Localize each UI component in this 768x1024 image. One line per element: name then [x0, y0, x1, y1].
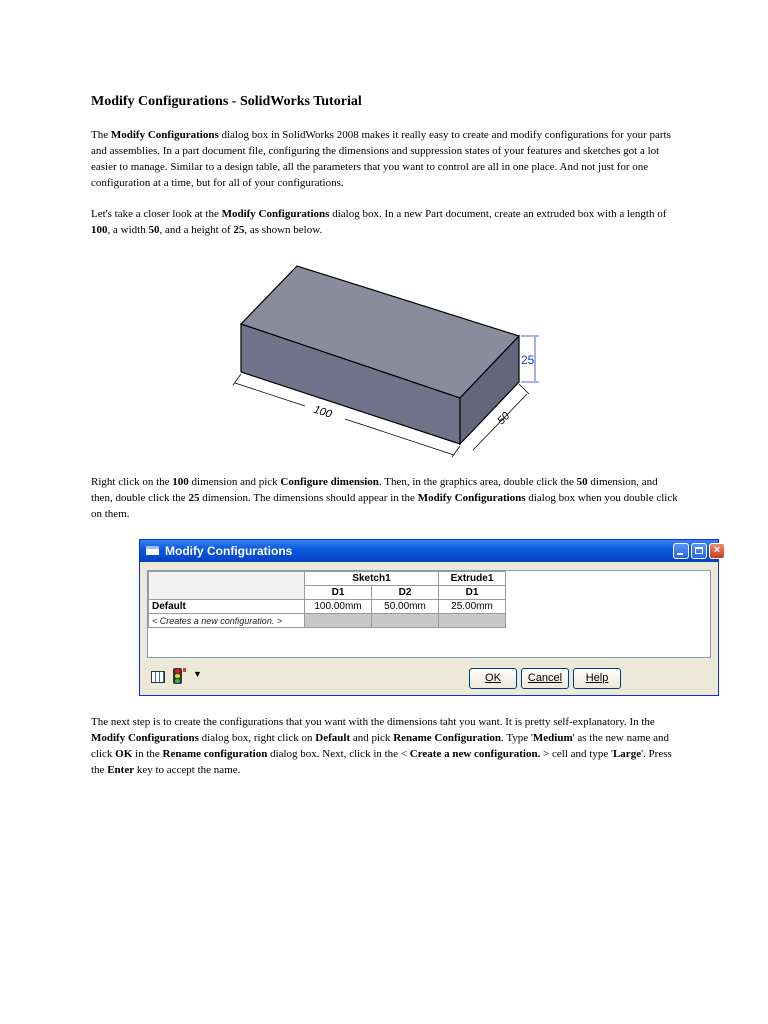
dim-25-label: 25 [521, 353, 535, 367]
dialog-title: Modify Configurations [165, 544, 293, 558]
bold-term: 25 [233, 224, 245, 236]
dim-100-ext2 [452, 446, 460, 457]
bold-term: Modify Configurations [110, 129, 219, 141]
bold-term: 25 [188, 492, 200, 504]
bold-term: 100 [172, 476, 189, 488]
table-view-icon[interactable] [151, 671, 165, 683]
minimize-icon[interactable] [673, 543, 689, 559]
column-header-d1-sketch[interactable]: D1 [305, 586, 372, 600]
cell-d1-extrude[interactable]: 25.00mm [439, 600, 506, 614]
table-corner [149, 572, 305, 600]
bold-term: Large [612, 748, 642, 760]
window-icon [146, 546, 159, 555]
cell-d2-sketch[interactable]: 50.00mm [372, 600, 439, 614]
modify-configurations-dialog [139, 539, 719, 696]
traffic-light-flag-icon [183, 668, 186, 672]
bold-term: Configure dimension [280, 476, 379, 488]
cell-d1-sketch[interactable]: 100.00mm [305, 600, 372, 614]
box-paragraph: Let's take a closer look at the Modify Configurations dialog box. In a new Part document, create an extruded box with a length of 100, a width 50, and a height of 25, as shown below. [91, 208, 667, 236]
table-row [149, 614, 506, 628]
bold-term: 100 [91, 224, 108, 236]
bold-term: Default [315, 732, 351, 744]
configuration-table [148, 571, 506, 628]
dialog-titlebar[interactable] [140, 540, 721, 562]
table-row [149, 600, 506, 614]
column-header-d1-extrude[interactable]: D1 [439, 586, 506, 600]
bold-term: Rename Configuration [393, 732, 502, 744]
bold-term: Modify Configurations [221, 208, 330, 220]
configuration-grid[interactable] [147, 570, 711, 658]
traffic-light-icon[interactable] [173, 668, 182, 684]
bold-term: Modify Configurations [91, 732, 199, 744]
new-cell-3 [439, 614, 506, 628]
ok-button[interactable]: OK [469, 668, 517, 689]
close-icon[interactable]: × [709, 543, 725, 559]
dim-100-label: 100 [312, 403, 334, 421]
intro-paragraph: The Modify Configurations dialog box in SolidWorks 2008 makes it really easy to create and modify configurations for your parts and assemblies. In a part document file, configuring the dimensions and suppression states of your features and sketches got a lot easier to manage. Similar to a design table, all the parameters that you want to control are all in one place. And not just for one configuration at a time, but for all of your configurations. [91, 129, 671, 189]
bold-term: 50 [576, 476, 588, 488]
row-header-default[interactable]: Default [149, 600, 305, 614]
new-cell-2 [372, 614, 439, 628]
dim-50-label: 50 [495, 410, 513, 428]
extruded-box-figure [225, 258, 557, 458]
maximize-icon[interactable] [691, 543, 707, 559]
bold-term: OK [115, 748, 133, 760]
column-header-d2-sketch[interactable]: D2 [372, 586, 439, 600]
page-title: Modify Configurations - SolidWorks Tutorial [91, 94, 362, 109]
cancel-button[interactable]: Cancel [521, 668, 569, 689]
dim-50-ext [519, 384, 529, 394]
next-step-paragraph: The next step is to create the configurations that you want with the dimensions taht you want. It is pretty self-explanatory. In the Modify Configurations dialog box, right click on Default and pick Rename Configuration. Type 'Medium' as the new name and click OK in the Rename configuration dialog box. Next, click in the < Create a new configuration. > cell and type 'Large'. Press the Enter key to accept the name. [91, 716, 672, 776]
dropdown-arrow-icon[interactable]: ▼ [193, 669, 202, 679]
configure-paragraph: Right click on the 100 dimension and pick Configure dimension. Then, in the graphics area, double click the 50 dimension, and then, double click the 25 dimension. The dimensions should appear in the Modify Configurations dialog box when you double click on them. [91, 476, 678, 520]
bold-term: Enter [107, 764, 135, 776]
new-cell-1 [305, 614, 372, 628]
new-configuration-cell[interactable]: < Creates a new configuration. > [149, 614, 305, 628]
bold-term: Rename configuration [162, 748, 268, 760]
group-header-extrude1: Extrude1 [439, 572, 506, 586]
bold-term: Medium [532, 732, 573, 744]
group-header-sketch1: Sketch1 [305, 572, 439, 586]
bold-term: 50 [148, 224, 160, 236]
bold-term: Modify Configurations [417, 492, 526, 504]
bold-term: Create a new configuration. [409, 748, 541, 760]
help-button[interactable]: Help [573, 668, 621, 689]
